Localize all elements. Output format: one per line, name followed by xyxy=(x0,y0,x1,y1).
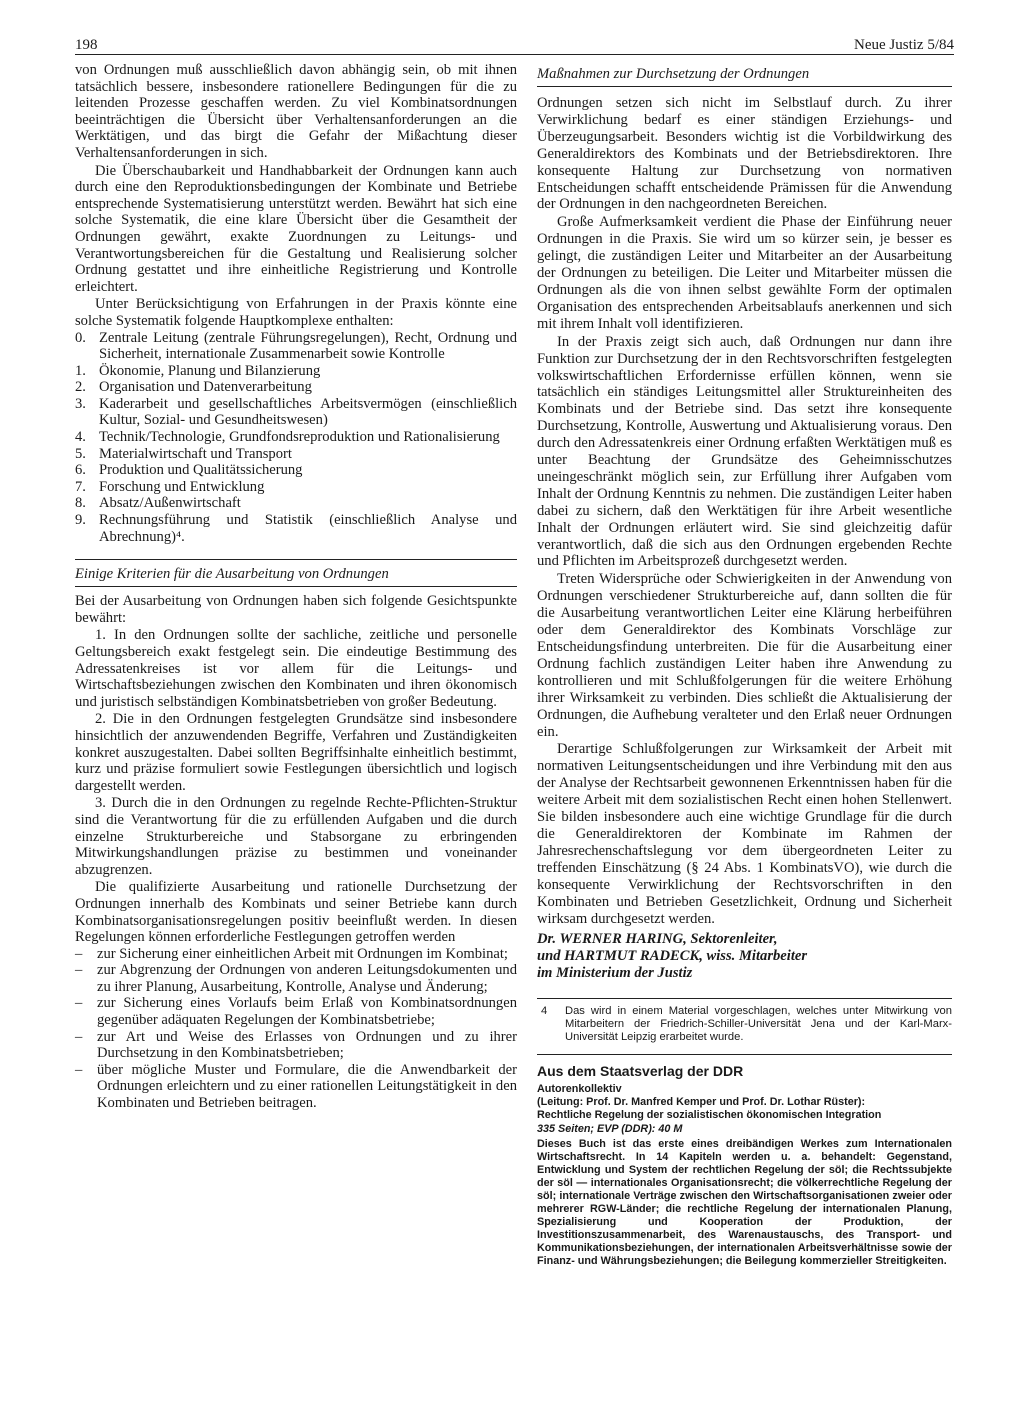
dash-bullet: – xyxy=(75,1061,83,1078)
footnote-text: Das wird in einem Material vorgeschlagen, welches unter Mitwirkung von Mitarbeitern der Friedrich-Schiller-Universität Jena und der Karl-Marx-Universität Leipzig erarbeitet wurde. xyxy=(565,1005,952,1044)
section-heading: Einige Kriterien für die Ausarbeitung von Ordnungen xyxy=(75,559,517,587)
book-description: Dieses Buch ist das erste eines dreibändigen Werkes zum Internationalen Wirtschaftsrecht. In 14 Kapiteln werden u. a. behandelt: Gegenstand, Entwicklung und System der rechtlichen Regelung der söl; die Rechtssubjekte der söl — internationales Organisationsrecht; die völkerrechtliche Regelung der söl; internationale Verträge zwischen den Wirtschaftsorganisationen zweier oder mehrerer RGW-Länder; die rechtliche Regelung der internationalen Planung, Spezialisierung und Kooperation der Produktion, der Investitionszusammenarbeit, des Warenaustauschs, des Transport- und Kommunikationsbeziehungen, der internationalen Arbeitsverhältnisse sowie der Finanz- und Währungsbeziehungen; die Beilegung kommerzieller Streitigkeiten. xyxy=(537,1138,952,1267)
left-column xyxy=(75,62,517,1112)
list-item-text: Rechnungsführung und Statistik (einschließlich Analyse und Abrechnung)⁴. xyxy=(99,512,517,545)
list-item xyxy=(75,962,517,995)
paragraph: von Ordnungen muß ausschließlich davon abhängig sein, ob mit ihnen tatsächlich bessere, insbesondere rationellere Bedingungen für die zu leitenden Prozesse geschaffen werden. Zu viel Kombinatsordnungen beeinträchtigen die Übersicht über Verhaltensanforderungen an die Werktätigen, und das birgt die Gefahr der Mißachtung dieser Verhaltensanforderungen in sich. xyxy=(75,62,517,161)
list-item-text: zur Art und Weise des Erlasses von Ordnungen und zu ihrer Durchsetzung in den Kombinatsbetrieben; xyxy=(97,1028,517,1062)
list-item xyxy=(75,479,517,496)
right-column xyxy=(537,62,952,1267)
list-item-number: 5. xyxy=(75,445,86,462)
list-item-text: Produktion und Qualitätssicherung xyxy=(99,462,303,479)
list-item-text: über mögliche Muster und Formulare, die die Anwendbarkeit der Ordnungen erleichtern und zu einer rationellen Leitungstätigkeit in den Kombinaten und Betrieben beitragen. xyxy=(97,1061,517,1112)
paragraph: Die Überschaubarkeit und Handhabbarkeit der Ordnungen kann auch durch eine den Reproduktionsbedingungen der Kombinate und Betriebe entsprechende Systematisierung unterstützt werden. Bewährt hat sich eine solche Systematik, die eine klare Übersicht über die Gesamtheit der Ordnungen gewährt, exakte Zuordnungen zu Leitungs- und Verantwortungsbereichen für die Gestaltung und Realisierung solcher Ordnung gestattet und ihre einheitliche Registrierung und Kontrolle erleichtert. xyxy=(75,162,517,295)
footnote xyxy=(537,998,952,1044)
list-item-text: Forschung und Entwicklung xyxy=(99,478,265,495)
list-item xyxy=(75,429,517,446)
list-item-number: 3. xyxy=(75,395,86,412)
main-complexes-list xyxy=(75,330,517,546)
page-header xyxy=(75,32,954,55)
dash-bullet: – xyxy=(75,1028,83,1045)
paragraph: In der Praxis zeigt sich auch, daß Ordnungen nur dann ihre Funktion zur Durchsetzung der in den Rechtsvorschriften festgelegten volkswirtschaftlichen Erfordernisse erfüllen können, wenn sie tatsächlich ein ständiges Leitungsmittel aller Struktureinheiten des Kombinats und der Betriebe sind. Das setzt ihre konsequente Durchsetzung, Kontrolle, Auswertung und Aktualisierung voraus. Den durch den Adressatenkreis einer Ordnung erfaßten Werktätigen muß es unter Beachtung der Grundsätze des Geheimnisschutzes uneingeschränkt möglich sein, zur Erfüllung ihrer Aufgaben vom Inhalt der Ordnung Kenntnis zu nehmen. Die zuständigen Leiter haben dabei zu sichern, daß den Werktätigen für ihre Arbeit wesentliche Inhalt der Ordnungen erläutert wird. Sie sind gleichzeitig dafür verantwortlich, daß die sich aus den Ordnungen ergebenden Rechte und Pflichten im Arbeitsprozeß durchgesetzt werden. xyxy=(537,333,952,570)
list-item xyxy=(75,495,517,512)
list-item xyxy=(75,462,517,479)
paragraph: 3. Durch die in den Ordnungen zu regelnde Rechte-Pflichten-Struktur sind die Verantwortung für die zu erfüllenden Aufgaben und die durch einzelne Strukturbereiche und Stabsorgane zu erbringenden Mitwirkungshandlungen präzise zu bestimmen und voneinander abzugrenzen. xyxy=(75,795,517,878)
list-item xyxy=(75,995,517,1028)
signature-line: im Ministerium der Justiz xyxy=(537,965,693,982)
list-item xyxy=(75,512,517,545)
paragraph: 1. In den Ordnungen sollte der sachliche, zeitliche und personelle Geltungsbereich exakt festgelegt sein. Die eindeutige Bestimmung des Adressatenkreises ist vor allem für die Leitungs- und Wirtschaftsbeziehungen zwischen den Kombinaten und ihren ökonomisch und juristisch selbständigen Kombinatsbetrieben von großer Bedeutung. xyxy=(75,627,517,710)
list-item xyxy=(75,446,517,463)
list-item-text: zur Abgrenzung der Ordnungen von anderen Leitungsdokumenten und zu ihrer Planung, Ausarbeitung, Kontrolle, Analyse und Änderung; xyxy=(97,962,517,995)
paragraph: Treten Widersprüche oder Schwierigkeiten in der Anwendung von Ordnungen verschiedener Strukturbereiche auf, dann sollten die für die Ausarbeitung verantwortlichen Leiter eine Klärung herbeiführen oder dem Generaldirektor des Kombinats Vorschläge zur Entscheidungsfindung unterbreiten. Die für die Ausarbeitung einer Ordnung fachlich zuständigen Leiter haben ihre Anwendung zu kontrollieren und mit Schlußfolgerungen für die weitere Erhöhung ihrer Wirksamkeit zu verbinden. Dies schließt die Aktualisierung der Ordnungen, die Aufhebung veralteter und den Erlaß neuer Ordnungen ein. xyxy=(537,571,952,740)
list-item-number: 6. xyxy=(75,462,86,479)
list-item xyxy=(75,946,517,963)
list-item xyxy=(75,396,517,429)
list-item-text: Materialwirtschaft und Transport xyxy=(99,445,292,462)
regulation-list xyxy=(75,946,517,1112)
paragraph: Unter Berücksichtigung von Erfahrungen in der Praxis könnte eine solche Systematik folgende Hauptkomplexe enthalten: xyxy=(75,296,517,329)
list-item-text: Zentrale Leitung (zentrale Führungsregelungen), Recht, Ordnung und Sicherheit, internationale Zusammenarbeit sowie Kontrolle xyxy=(99,329,517,363)
publisher-notice xyxy=(537,1054,952,1267)
page-number: 198 xyxy=(75,37,98,53)
paragraph: Bei der Ausarbeitung von Ordnungen haben sich folgende Gesichtspunkte bewährt: xyxy=(75,593,517,626)
list-item-number: 0. xyxy=(75,329,86,346)
list-item-number: 8. xyxy=(75,495,86,512)
paragraph: Große Aufmerksamkeit verdient die Phase der Einführung neuer Ordnungen in die Praxis. Sie wird um so kürzer sein, je besser es gelingt, die zuständigen Leiter und Mitarbeiter an der Ausarbeitung der Ordnungen zu beteiligen. Die Leiter und Mitarbeiter müssen die Ordnungen als die von ihnen selbst gewählte Form der optimalen Organisation des entsprechenden Arbeitsablaufs anerkennen und sich mit ihrem Inhalt voll identifizieren. xyxy=(537,214,952,332)
list-item-number: 2. xyxy=(75,379,86,396)
paragraph: Die qualifizierte Ausarbeitung und rationelle Durchsetzung der Ordnungen innerhalb des Kombinats und seiner Betriebe kann durch Kombinatsorganisationsregelungen positiv beeinflußt werden. In diesen Regelungen können erforderliche Festlegungen getroffen werden xyxy=(75,879,517,946)
list-item xyxy=(75,330,517,363)
book-authors: Autorenkollektiv xyxy=(537,1083,622,1096)
list-item xyxy=(75,1029,517,1062)
footnote-number: 4 xyxy=(541,1005,548,1018)
list-item-text: Ökonomie, Planung und Bilanzierung xyxy=(99,362,321,379)
list-item xyxy=(75,1062,517,1112)
section-heading: Maßnahmen zur Durchsetzung der Ordnungen xyxy=(537,62,952,87)
signature-line: Dr. WERNER HARING, Sektorenleiter, xyxy=(537,931,778,948)
book-pages-price: 335 Seiten; EVP (DDR): 40 M xyxy=(537,1123,683,1136)
book-title: Rechtliche Regelung der sozialistischen ökonomischen Integration xyxy=(537,1109,882,1122)
list-item-text: Technik/Technologie, Grundfondsreproduktion und Rationalisierung xyxy=(99,429,500,446)
dash-bullet: – xyxy=(75,962,83,979)
paragraph: 2. Die in den Ordnungen festgelegten Grundsätze sind insbesondere hinsichtlich der anzuwendenden Begriffe, Verfahren und Zuständigkeiten konkret auszugestalten. Dabei sollten Begriffsinhalte einheitlich bestimmt, kurz und präzise formuliert sowie Festlegungen übersichtlich und logisch dargestellt werden. xyxy=(75,711,517,794)
list-item-number: 7. xyxy=(75,478,86,495)
dash-bullet: – xyxy=(75,995,83,1012)
publisher-title: Aus dem Staatsverlag der DDR xyxy=(537,1063,744,1080)
author-signature xyxy=(537,931,952,982)
list-item-text: Absatz/Außenwirtschaft xyxy=(99,495,241,512)
list-item-number: 9. xyxy=(75,512,86,529)
list-item-number: 1. xyxy=(75,362,86,379)
list-item xyxy=(75,379,517,396)
paragraph: Ordnungen setzen sich nicht im Selbstlauf durch. Zu ihrer Verwirklichung bedarf es einer ständigen Erziehungs- und Überzeugungsarbeit. Besonders wichtig ist die Vorbildwirkung des Generaldirektors des Kombinats und der Betriebsdirektoren. Ihre konsequente Haltung zur Durchsetzung von normativen Entscheidungen schafft entscheidende Prämissen für die Anwendung der Ordnungen in den nachgeordneten Bereichen. xyxy=(537,95,952,213)
list-item-number: 4. xyxy=(75,429,86,446)
signature-line: und HARTMUT RADECK, wiss. Mitarbeiter xyxy=(537,948,808,965)
list-item-text: Kaderarbeit und gesellschaftliches Arbeitsvermögen (einschließlich Kultur, Sozial- und Gesundheitswesen) xyxy=(99,395,517,429)
book-editors: (Leitung: Prof. Dr. Manfred Kemper und Prof. Dr. Lothar Rüster): xyxy=(537,1096,866,1109)
list-item-text: zur Sicherung eines Vorlaufs beim Erlaß von Kombinatsordnungen gegenüber adäquaten Regelungen der Kombinatsbetriebe; xyxy=(97,995,517,1029)
journal-issue: Neue Justiz 5/84 xyxy=(854,37,954,53)
list-item-text: Organisation und Datenverarbeitung xyxy=(99,379,312,396)
list-item xyxy=(75,363,517,380)
list-item-text: zur Sicherung einer einheitlichen Arbeit mit Ordnungen im Kombinat; xyxy=(97,945,508,962)
dash-bullet: – xyxy=(75,945,83,962)
paragraph: Derartige Schlußfolgerungen zur Wirksamkeit der Arbeit mit normativen Leitungsentscheidungen und ihre Verbindung mit den aus der Analyse der Rechtsarbeit gewonnenen Erkenntnissen haben für die weitere Arbeit mit dem sozialistischen Recht einen hohen Stellenwert. Sie bilden insbesondere auch eine wichtige Grundlage für die durch die Generaldirektoren der Kombinate im Rahmen der Jahresrechenschaftslegung vor dem übergeordneten Leiter zu treffenden Einschätzung (§ 24 Abs. 1 KombinatsVO), wie durch die konsequente Verwirklichung der Rechtsvorschriften in den Kombinaten und Betrieben Gesetzlichkeit, Ordnung und Sicherheit wirksam durchgesetzt werden. xyxy=(537,741,952,927)
